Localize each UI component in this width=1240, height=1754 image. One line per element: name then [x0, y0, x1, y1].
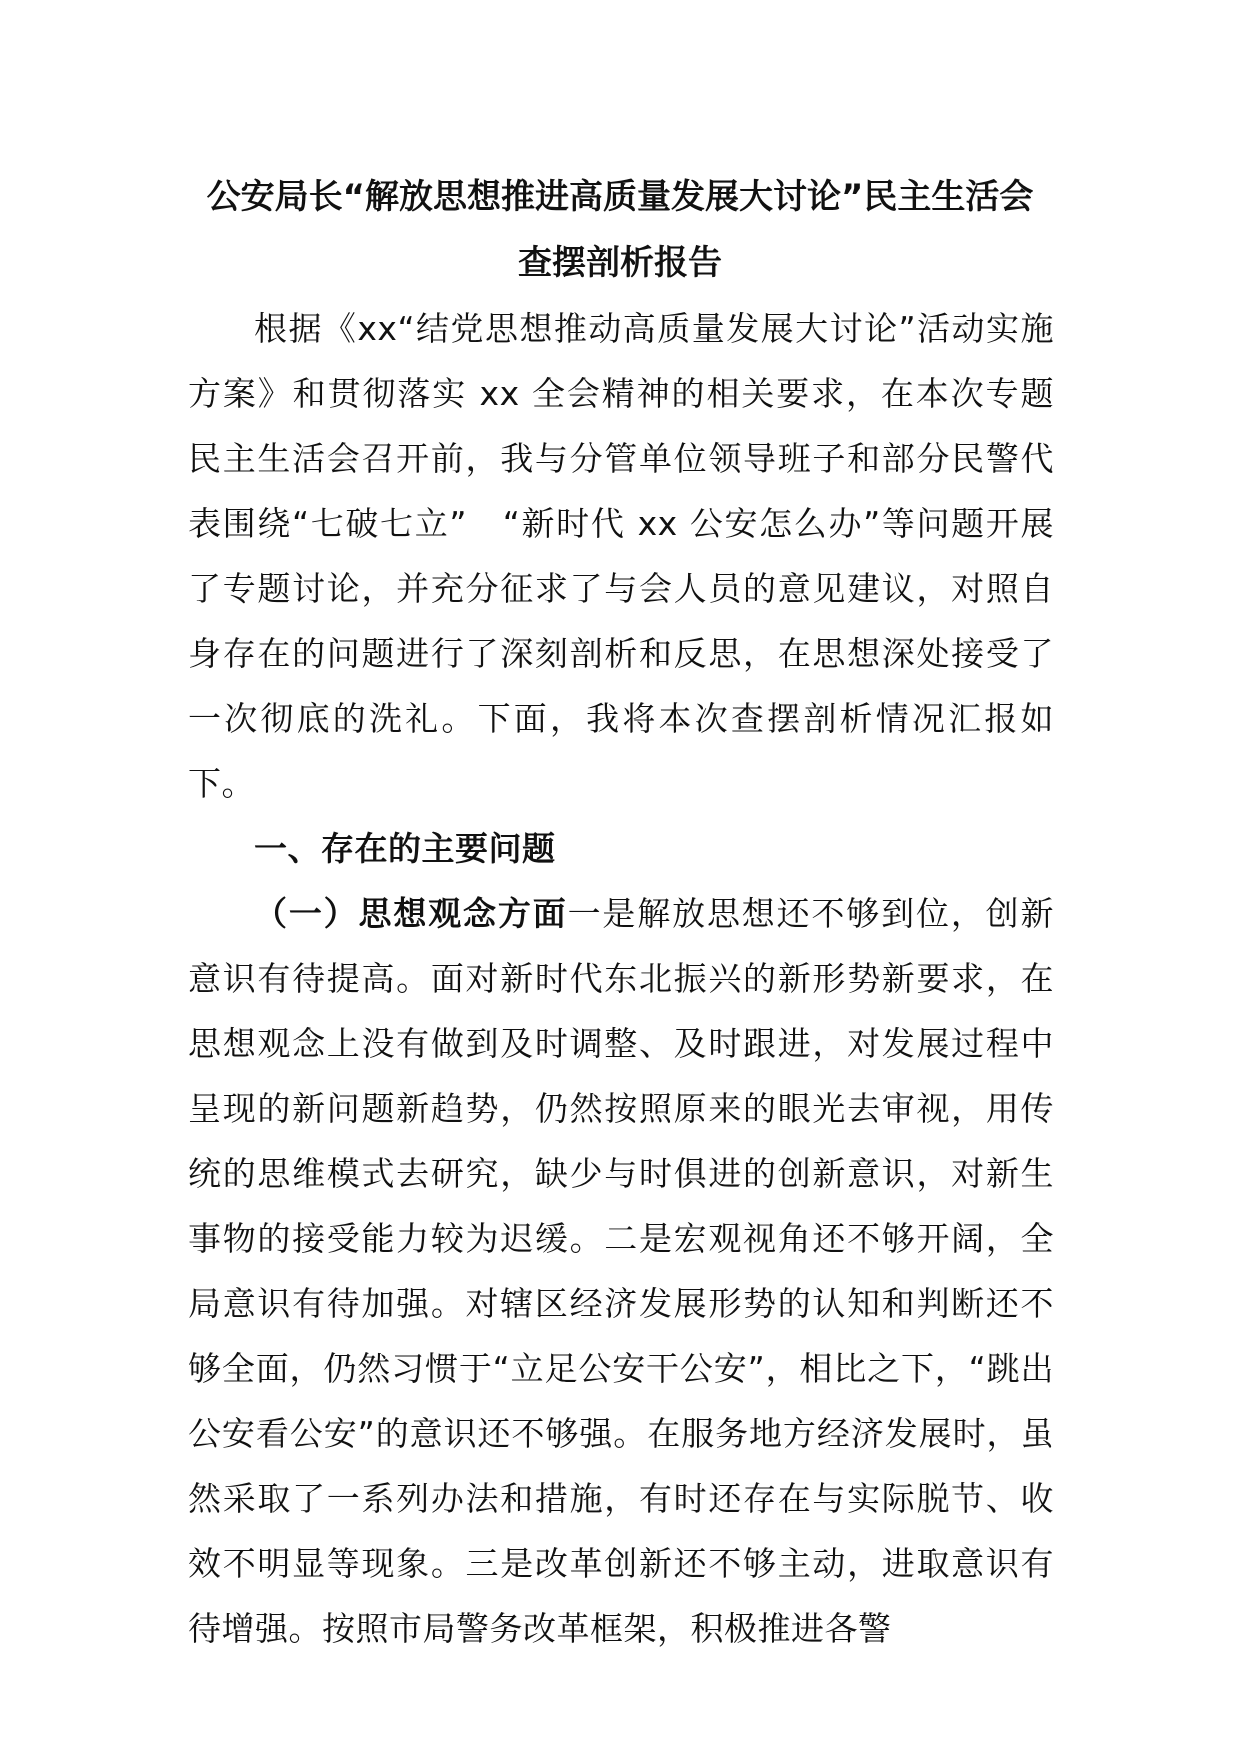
subsection-text: 一是解放思想还不够到位，创新意识有待提高。面对新时代东北振兴的新形势新要求，在思想观念上没有做到及时调整、及时跟进，对发展过程中呈现的新问题新趋势，仍然按照原来的眼光去审视，用传统的思维模式去研究，缺少与时俱进的创新意识，对新生事物的接受能力较为迟缓。二是宏观视角还不够开阔，全局意识有待加强。对辖区经济发展形势的认知和判断还不够全面，仍然习惯于“立足公安干公安”，相比之下，“跳出公安看公安”的意识还不够强。在服务地方经济发展时，虽然采取了一系列办法和措施，有时还存在与实际脱节、收效不明显等现象。三是改革创新还不够主动，进取意识有待增强。按照市局警务改革框架，积极推进各警: [188, 894, 1055, 1648]
document-title-line-2: 查摆剖析报告: [518, 243, 722, 283]
subsection-paragraph: [188, 881, 1054, 1661]
intro-paragraph: 根据《xx“结党思想推动高质量发展大讨论”活动实施方案》和贯彻落实 xx 全会精神的相关要求，在本次专题民主生活会召开前，我与分管单位领导班子和部分民警代表围绕“七破七立” “新时代 xx 公安怎么办”等问题开展了专题讨论，并充分征求了与会人员的意见建议，对照自身存在的问题进行了深刻剖析和反思，在思想深处接受了一次彻底的洗礼。下面，我将本次查摆剖析情况汇报如下。: [188, 309, 1054, 803]
document-title-line-1: 公安局长“解放思想推进高质量发展大讨论”民主生活会: [206, 177, 1034, 217]
document-body: [188, 296, 1054, 1661]
section-heading: 一、存在的主要问题: [254, 829, 556, 868]
subsection-lead: （一）思想观念方面: [254, 894, 568, 933]
